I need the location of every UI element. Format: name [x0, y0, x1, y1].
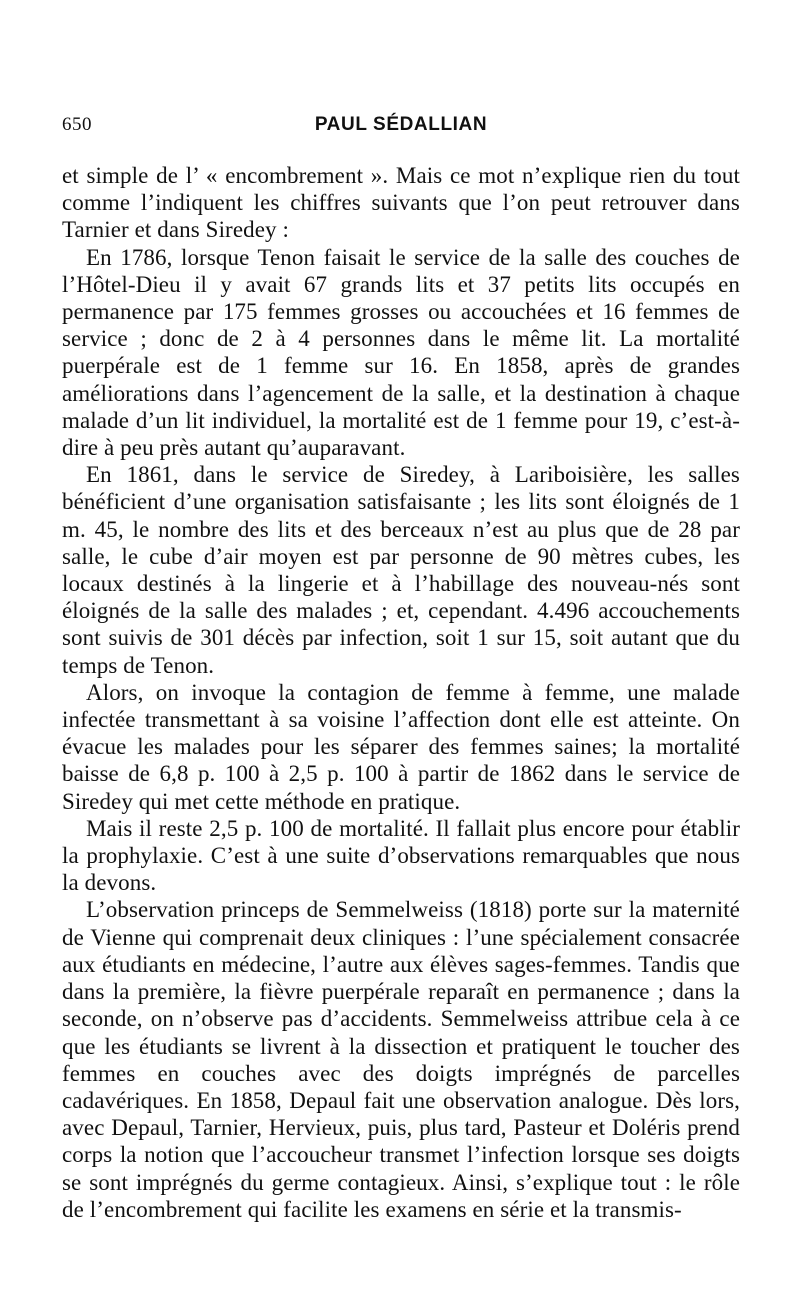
paragraph-siredey-1861: En 1861, dans le service de Siredey, à Lariboisière, les salles bénéficient d’une organisation satisfaisante ; les lits sont éloignés de 1 m. 45, le nombre des lits et des berceaux n’est au plus que de 28 par salle, le cube d’air moyen est par personne de 90 mètres cubes, les locaux destinés à la lingerie et à l’habillage des nouveau-nés sont éloignés de la salle des malades ; et, cependant. 4.496 accouchements sont suivis de 301 décès par infection, soit 1 sur 15, soit autant que du temps de Tenon.	[62, 462, 740, 678]
paragraph-contagion: Alors, on invoque la contagion de femme à femme, une malade infectée transmettant à sa voisine l’affection dont elle est atteinte. On évacue les malades pour les séparer des femmes saines; la mortalité baisse de 6,8 p. 100 à 2,5 p. 100 à partir de 1862 dans le service de Siredey qui met cette méthode en pratique.	[62, 679, 740, 814]
body-text	[62, 162, 740, 1223]
paragraph-continuation: et simple de l’ « encombrement ». Mais ce mot n’explique rien du tout comme l’indiquent les chiffres suivants que l’on peut retrouver dans Tarnier et dans Siredey :	[62, 163, 740, 243]
document-page	[62, 112, 740, 1223]
paragraph-semmelweiss: L’observation princeps de Semmelweiss (1818) porte sur la maternité de Vienne qui comprenait deux cliniques : l’une spécialement consacrée aux étudiants en médecine, l’autre aux élèves sages-femmes. Tandis que dans la première, la fièvre puerpérale reparaît en permanence ; dans la seconde, on n’observe pas d’accidents. Semmelweiss attribue cela à ce que les étudiants se livrent à la dissection et pratiquent le toucher des femmes en couches avec des doigts imprégnés de parcelles cadavériques. En 1858, Depaul fait une observation analogue. Dès lors, avec Depaul, Tarnier, Hervieux, puis, plus tard, Pasteur et Doléris prend corps la notion que l’accoucheur transmet l’infection lorsque ses doigts se sont imprégnés du germe contagieux. Ainsi, s’explique tout : le rôle de l’encombrement qui facilite les examens en série et la transmis-	[62, 897, 740, 1222]
paragraph-tenon-1786: En 1786, lorsque Tenon faisait le service de la salle des couches de l’Hôtel-Dieu il y avait 67 grands lits et 37 petits lits occupés en permanence par 175 femmes grosses ou accouchées et 16 femmes de service ; donc de 2 à 4 personnes dans le même lit. La mortalité puerpérale est de 1 femme sur 16. En 1858, après de grandes améliorations dans l’agencement de la salle, et la destination à chaque malade d’un lit individuel, la mortalité est de 1 femme pour 19, c’est-à-dire à peu près autant qu’auparavant.	[62, 244, 740, 461]
running-head	[62, 112, 740, 142]
page-number: 650	[62, 114, 92, 135]
paragraph-mortality: Mais il reste 2,5 p. 100 de mortalité. Il fallait plus encore pour établir la prophylaxie. C’est à une suite d’observations remarquables que nous la devons.	[62, 815, 740, 896]
running-head-author: PAUL SÉDALLIAN	[314, 114, 488, 135]
